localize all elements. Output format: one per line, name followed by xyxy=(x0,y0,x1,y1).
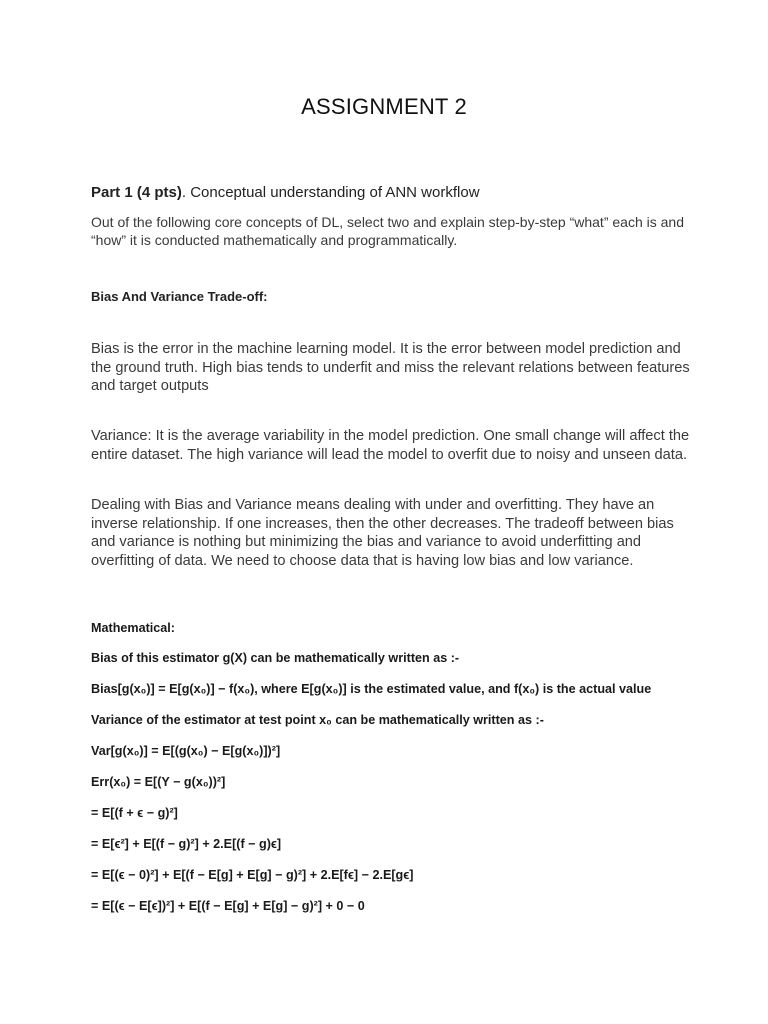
math-line: = E[ϵ²] + E[(f − g)²] + 2.E[(f − g)ϵ] xyxy=(91,837,282,851)
variance-paragraph: Variance: It is the average variability in the model prediction. One small change will affect the entire dataset. The high variance will lead the model to overfit due to noisy and unseen data. xyxy=(91,428,690,463)
math-line: = E[(ϵ − 0)²] + E[(f − E[g] + E[g] − g)²] + 2.E[fϵ] − 2.E[gϵ] xyxy=(91,868,414,882)
section-heading: Bias And Variance Trade-off: xyxy=(91,289,268,304)
math-line: Bias[g(x₀)] = E[g(x₀)] − f(x₀), where E[g(x₀)] is the estimated value, and f(x₀) is the actual value xyxy=(91,682,652,696)
math-heading: Mathematical: xyxy=(91,621,175,635)
part-label: Part 1 (4 pts) xyxy=(91,184,182,201)
part-description: . Conceptual understanding of ANN workflow xyxy=(181,184,480,201)
math-line: Err(x₀) = E[(Y − g(x₀))²] xyxy=(91,775,226,789)
math-line: = E[(ϵ − E[ϵ])²] + E[(f − E[g] + E[g] − g)²] + 0 − 0 xyxy=(91,899,365,913)
math-line: Var[g(x₀)] = E[(g(x₀) − E[g(x₀)])²] xyxy=(91,744,281,758)
tradeoff-paragraph: Dealing with Bias and Variance means dealing with under and overfitting. They have an inverse relationship. If one increases, then the other decreases. The tradeoff between bias and variance is nothing but minimizing the bias and variance to avoid underfitting and overfitting of data. We need to choose data that is having low bias and low variance. xyxy=(91,497,674,569)
math-line: = E[(f + ϵ − g)²] xyxy=(91,806,178,820)
intro-paragraph: Out of the following core concepts of DL, select two and explain step-by-step “what” each is and “how” it is conducted mathematically and programmatically. xyxy=(91,214,684,248)
part-heading xyxy=(91,184,480,201)
math-line: Variance of the estimator at test point x₀ can be mathematically written as :- xyxy=(91,713,544,727)
bias-paragraph: Bias is the error in the machine learning model. It is the error between model prediction and the ground truth. High bias tends to underfit and miss the relevant relations between features and target outputs xyxy=(91,341,690,395)
document-title: ASSIGNMENT 2 xyxy=(301,94,467,119)
math-line: Bias of this estimator g(X) can be mathematically written as :- xyxy=(91,651,460,665)
